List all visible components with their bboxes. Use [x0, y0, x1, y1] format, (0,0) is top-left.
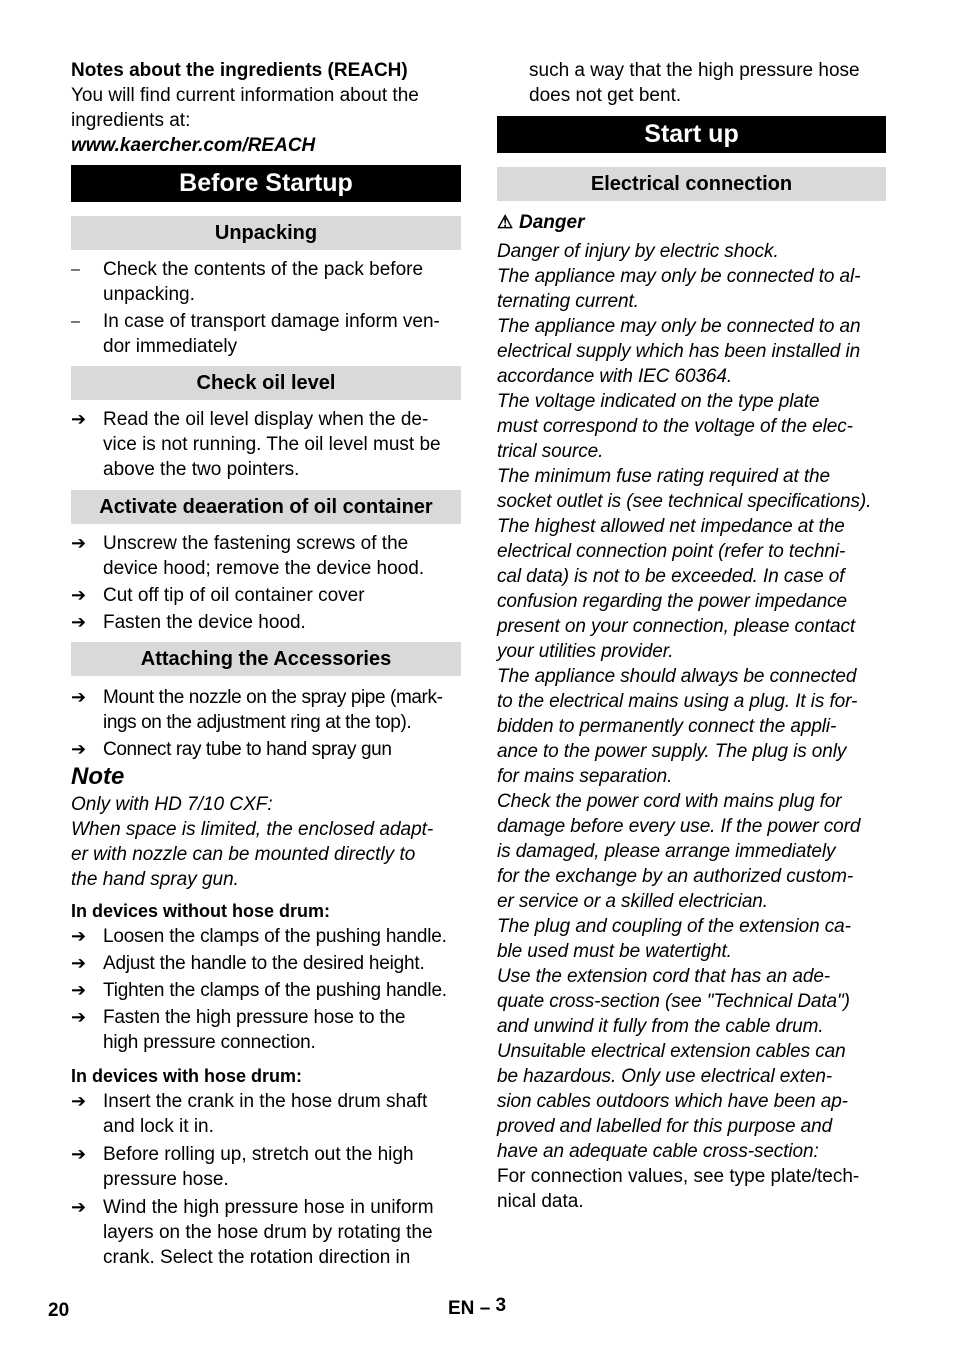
text-line: socket outlet is (see technical specifications). — [497, 491, 872, 512]
unpacking-list — [71, 257, 461, 359]
reach-title: Notes about the ingredients (REACH) — [71, 60, 408, 81]
deaeration-heading: Activate deaeration of oil container — [71, 490, 461, 524]
text-line: accordance with IEC 60364. — [497, 366, 733, 387]
arrow-right-icon: ➔ — [71, 953, 86, 973]
text-line: The highest allowed net impedance at the — [497, 516, 845, 537]
text-line: sion cables outdoors which have been ap- — [497, 1091, 848, 1112]
list-item — [71, 924, 461, 949]
page-language-marker — [448, 1296, 506, 1321]
text-line: and unwind it fully from the cable drum. — [497, 1016, 824, 1037]
text-line: Connect ray tube to hand spray gun — [103, 739, 392, 760]
text-line: Adjust the handle to the desired height. — [103, 953, 425, 974]
text-line: confusion regarding the power impedance — [497, 591, 847, 612]
text-line: dor immediately — [103, 336, 238, 357]
text-line: Wind the high pressure hose in uniform — [103, 1197, 434, 1218]
text-line: proved and labelled for this purpose and — [497, 1116, 833, 1137]
list-item — [71, 951, 461, 976]
text-line: the hand spray gun. — [71, 869, 239, 890]
text-line: er service or a skilled electrician. — [497, 891, 768, 912]
with-hose-drum-title: In devices with hose drum: — [71, 1066, 303, 1086]
list-item-text — [103, 1089, 461, 1139]
text-line: Unscrew the fastening screws of the — [103, 533, 409, 554]
language-code: EN — [448, 1298, 475, 1319]
text-line: The minimum fuse rating required at the — [497, 466, 830, 487]
text-line: Fasten the device hood. — [103, 612, 306, 633]
text-line: device hood; remove the device hood. — [103, 558, 425, 579]
arrow-right-icon: ➔ — [71, 533, 87, 553]
text-line: your utilities provider. — [497, 641, 674, 662]
list-item — [71, 610, 461, 635]
text-line: The plug and coupling of the extension ca- — [497, 916, 851, 937]
list-item — [71, 1089, 461, 1139]
list-item-text — [103, 309, 461, 359]
text-line: Unsuitable electrical extension cables can — [497, 1041, 846, 1062]
text-line: Loosen the clamps of the pushing handle. — [103, 926, 447, 947]
text-line: Check the contents of the pack before — [103, 259, 424, 280]
list-item — [71, 978, 461, 1003]
text-line: er with nozzle can be mounted directly to — [71, 844, 416, 865]
section-page-number: 3 — [495, 1295, 507, 1316]
note-title: Note — [71, 763, 125, 790]
text-line: The appliance may only be connected to al- — [497, 266, 861, 287]
danger-label: Danger — [519, 212, 585, 233]
list-item — [71, 583, 461, 608]
text-line: quate cross-section (see "Technical Data") — [497, 991, 850, 1012]
list-item-text — [103, 951, 461, 976]
without-hose-drum-list — [71, 924, 461, 1055]
text-line: bidden to permanently connect the appli- — [497, 716, 837, 737]
arrow-right-icon: ➔ — [71, 612, 87, 632]
text-line: have an adequate cable cross-section: — [497, 1141, 819, 1162]
list-item-text — [103, 257, 461, 307]
reach-url[interactable]: www.kaercher.com/REACH — [71, 135, 316, 156]
text-line: above the two pointers. — [103, 459, 300, 480]
text-line: be hazardous. Only use electrical exten- — [497, 1066, 833, 1087]
arrow-right-icon: ➔ — [71, 585, 87, 605]
text-line: must correspond to the voltage of the elec- — [497, 416, 853, 437]
list-item-text — [103, 531, 461, 581]
text-line: ings on the adjustment ring at the top). — [103, 712, 412, 733]
connection-values-text — [497, 1164, 886, 1214]
attaching-accessories-heading: Attaching the Accessories — [71, 642, 461, 676]
arrow-right-icon: ➔ — [71, 1197, 87, 1217]
text-line: For connection values, see type plate/tech- — [497, 1166, 860, 1187]
with-hose-drum-list — [71, 1089, 461, 1270]
text-line: does not get bent. — [529, 85, 682, 106]
list-item — [71, 407, 461, 482]
dash-bullet-icon: – — [71, 261, 80, 278]
text-line: for mains separation. — [497, 766, 673, 787]
arrow-right-icon: ➔ — [71, 687, 86, 707]
without-hose-drum-title: In devices without hose drum: — [71, 901, 331, 921]
text-line: to the electrical mains using a plug. It is for- — [497, 691, 858, 712]
list-item-text — [103, 685, 461, 735]
list-item — [71, 1195, 461, 1270]
text-line: Insert the crank in the hose drum shaft — [103, 1091, 428, 1112]
text-line: present on your connection, please contact — [497, 616, 856, 637]
list-item-text — [103, 924, 461, 949]
text-line: ternating current. — [497, 291, 639, 312]
text-line: electrical supply which has been installed in — [497, 341, 861, 362]
arrow-right-icon: ➔ — [71, 1091, 87, 1111]
arrow-right-icon: ➔ — [71, 409, 87, 429]
list-item-text — [103, 407, 461, 482]
left-column — [71, 58, 461, 1270]
text-line: unpacking. — [103, 284, 195, 305]
list-item-text — [103, 1195, 461, 1270]
list-item-text — [103, 1142, 461, 1192]
text-line: Only with HD 7/10 CXF: — [71, 794, 273, 815]
warning-triangle-icon: ⚠ — [497, 212, 514, 232]
text-line: ance to the power supply. The plug is only — [497, 741, 847, 762]
text-line: cal data) is not to be exceeded. In case of — [497, 566, 845, 587]
arrow-right-icon: ➔ — [71, 739, 86, 759]
text-line: for the exchange by an authorized custom- — [497, 866, 854, 887]
list-item-text — [103, 1005, 461, 1055]
text-line: and lock it in. — [103, 1116, 214, 1137]
right-column — [497, 58, 886, 1214]
text-line: crank. Select the rotation direction in — [103, 1247, 411, 1268]
oil-level-list — [71, 407, 461, 482]
text-line: layers on the hose drum by rotating the — [103, 1222, 433, 1243]
text-line: Before rolling up, stretch out the high — [103, 1144, 414, 1165]
list-item — [71, 737, 461, 762]
arrow-right-icon: ➔ — [71, 926, 86, 946]
text-line: When space is limited, the enclosed adapt- — [71, 819, 434, 840]
language-dash: – — [479, 1298, 491, 1319]
text-line: Cut off tip of oil container cover — [103, 585, 365, 606]
text-line: The appliance may only be connected to an — [497, 316, 861, 337]
list-item — [71, 1142, 461, 1192]
text-line: damage before every use. If the power cord — [497, 816, 861, 837]
text-line: pressure hose. — [103, 1169, 229, 1190]
text-line: Read the oil level display when the de- — [103, 409, 429, 430]
note-text — [71, 792, 461, 892]
arrow-right-icon: ➔ — [71, 1007, 86, 1027]
text-line: high pressure connection. — [103, 1032, 316, 1053]
dash-bullet-icon: – — [71, 313, 80, 330]
text-line: electrical connection point (refer to techni- — [497, 541, 846, 562]
list-item — [71, 257, 461, 307]
text-line: nical data. — [497, 1191, 584, 1212]
list-item-text — [103, 610, 461, 635]
text-line: Tighten the clamps of the pushing handle. — [103, 980, 447, 1001]
reach-text-line: ingredients at: — [71, 110, 191, 131]
before-startup-heading: Before Startup — [71, 165, 461, 202]
accessories-list — [71, 685, 461, 762]
list-item-text — [103, 737, 461, 762]
arrow-right-icon: ➔ — [71, 980, 86, 1000]
text-line: ble used must be watertight. — [497, 941, 732, 962]
text-line: Fasten the high pressure hose to the — [103, 1007, 406, 1028]
text-line: Check the power cord with mains plug for — [497, 791, 842, 812]
unpacking-heading: Unpacking — [71, 216, 461, 250]
reach-text-line: You will find current information about the — [71, 85, 419, 106]
arrow-right-icon: ➔ — [71, 1144, 87, 1164]
text-line: trical source. — [497, 441, 604, 462]
list-item — [71, 1005, 461, 1055]
start-up-heading: Start up — [497, 116, 886, 153]
list-item-text — [103, 583, 461, 608]
list-item — [71, 685, 461, 735]
danger-label-row — [497, 210, 886, 235]
deaeration-list — [71, 531, 461, 635]
list-item-text — [103, 978, 461, 1003]
list-item — [71, 531, 461, 581]
text-line: The voltage indicated on the type plate — [497, 391, 820, 412]
text-line: In case of transport damage inform ven- — [103, 311, 440, 332]
page-number: 20 — [48, 1300, 70, 1321]
text-line: Use the extension cord that has an ade- — [497, 966, 831, 987]
hose-drum-continuation — [497, 58, 886, 108]
text-line: The appliance should always be connected — [497, 666, 857, 687]
check-oil-level-heading: Check oil level — [71, 366, 461, 400]
text-line: such a way that the high pressure hose — [529, 60, 860, 81]
text-line: Danger of injury by electric shock. — [497, 241, 779, 262]
electrical-danger-text — [497, 239, 886, 1164]
text-line: is damaged, please arrange immediately — [497, 841, 836, 862]
text-line: vice is not running. The oil level must be — [103, 434, 441, 455]
text-line: Mount the nozzle on the spray pipe (mark- — [103, 687, 443, 708]
list-item — [71, 309, 461, 359]
electrical-connection-heading: Electrical connection — [497, 167, 886, 201]
